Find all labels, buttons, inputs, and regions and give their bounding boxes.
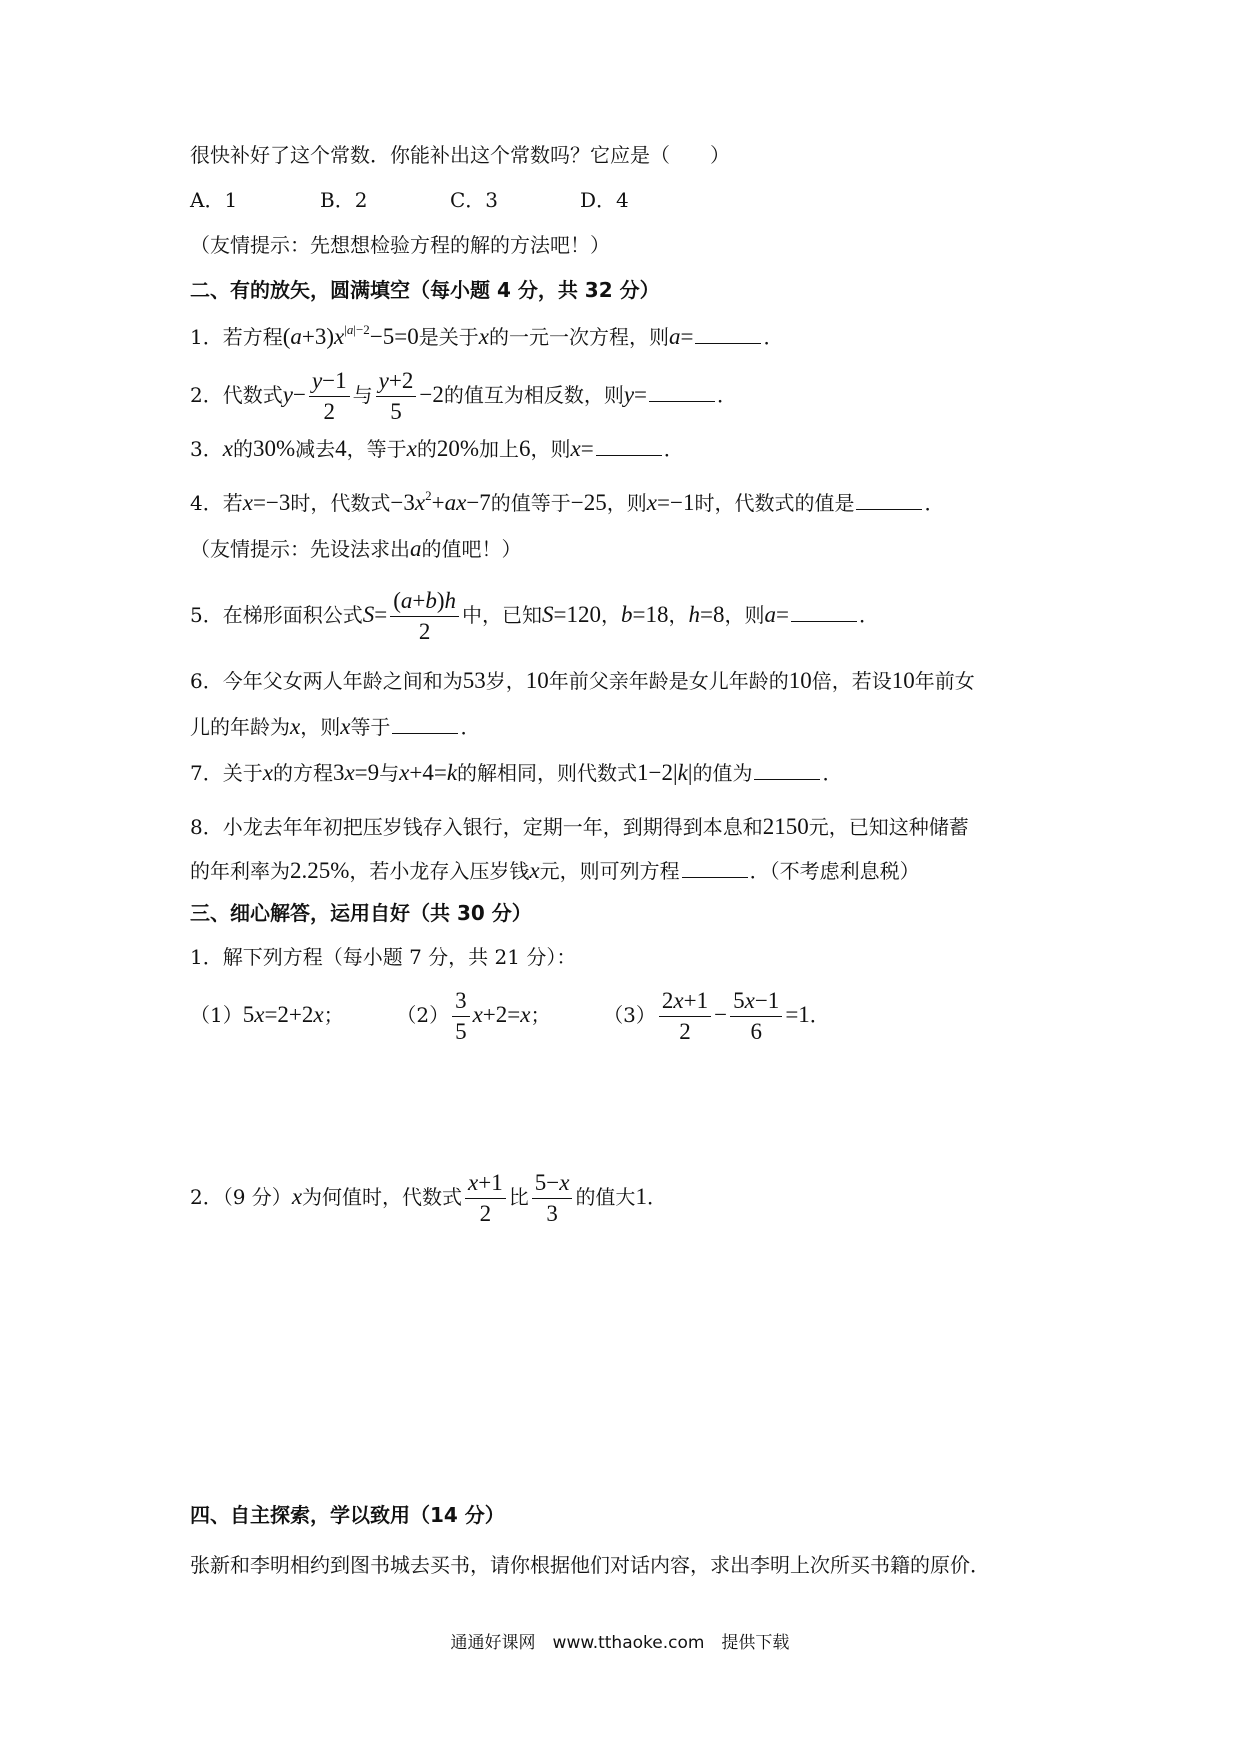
option-c[interactable]: C．3 — [450, 188, 499, 212]
answer-blank[interactable] — [596, 454, 662, 456]
option-b[interactable]: B．2 — [320, 188, 368, 212]
question-3-2: 2．（9 分）x为何值时，代数式 $\frac{x+1}{2}$ 比 $\frac{5-x}{3}$ 的值大1． — [190, 1170, 667, 1226]
hint-find-a: （友情提示：先设法求出a的值吧！） — [190, 536, 522, 561]
option-d[interactable]: D．4 — [580, 188, 629, 212]
answer-blank[interactable] — [682, 876, 748, 878]
answer-blank[interactable] — [392, 732, 458, 734]
section-3-title: 三、细心解答，运用自好（共 30 分） — [190, 901, 532, 925]
question-2-4: 4．若x=−3时，代数式$-3x^2+ax-7$的值等于−25，则x=−1时，代数式的值是 ． — [190, 488, 945, 515]
question-3-1-equations: （1）5x=2+2x； （2） $\frac{3}{5}$ x+2=x； （3） $\frac{2x+1}{2}$ − $\frac{5x-1}{6}$ =1． — [190, 988, 830, 1044]
question-2-6-line2: 儿的年龄为x，则x等于 ． — [190, 714, 481, 739]
section-4-text: 张新和李明相约到图书城去买书，请你根据他们对话内容，求出李明上次所买书籍的原价． — [190, 1553, 990, 1577]
answer-blank[interactable] — [649, 400, 715, 402]
page-footer: 通通好课网 www.tthaoke.com 提供下载 — [450, 1633, 790, 1653]
option-a[interactable]: A．1 — [190, 188, 238, 212]
question-2-3: 3．x的30%减去4，等于x的20%加上6，则x= ． — [190, 436, 684, 461]
hint-check-solution: （友情提示：先想想检验方程的解的方法吧！） — [190, 233, 610, 257]
question-2-8-line2: 的年利率为2.25%，若小龙存入压岁钱x元，则可列方程 ．（不考虑利息税） — [190, 858, 920, 883]
question-2-1: 1．若方程$(a+3)x^{|a|-2}-5=0$是关于x的一元一次方程，则a= ． — [190, 322, 784, 349]
section-2-title: 二、有的放矢，圆满填空（每小题 4 分，共 32 分） — [190, 278, 660, 302]
question-2-6-line1: 6．今年父女两人年龄之间和为53岁，10年前父亲年龄是女儿年龄的10倍，若设10年前女 — [190, 668, 975, 693]
question-2-5: 5．在梯形面积公式S= $\frac{(a+b)h}{2}$ 中，已知S=120，b=18，h=8，则a= ． — [190, 588, 879, 644]
question-3-1-title: 1．解下列方程（每小题 7 分，共 21 分）： — [190, 945, 577, 969]
answer-blank[interactable] — [754, 778, 820, 780]
question-2-8-line1: 8．小龙去年年初把压岁钱存入银行，定期一年，到期得到本息和2150元，已知这种储蓄 — [190, 814, 969, 839]
question-2-2: 2．代数式y− $\frac{y-1}{2}$ 与 $\frac{y+2}{5}$ −2的值互为相反数，则y= ． — [190, 368, 738, 424]
section-4-title: 四、自主探索，学以致用（14 分） — [190, 1503, 505, 1527]
answer-blank[interactable] — [856, 508, 922, 510]
question-2-7: 7．关于x的方程3x=9与x+4=k的解相同，则代数式1−2|k|的值为 ． — [190, 760, 843, 785]
answer-options — [190, 185, 710, 215]
intro-line: 很快补好了这个常数．你能补出这个常数吗？它应是（ ） — [190, 143, 730, 167]
answer-blank[interactable] — [695, 342, 761, 344]
answer-blank[interactable] — [791, 620, 857, 622]
